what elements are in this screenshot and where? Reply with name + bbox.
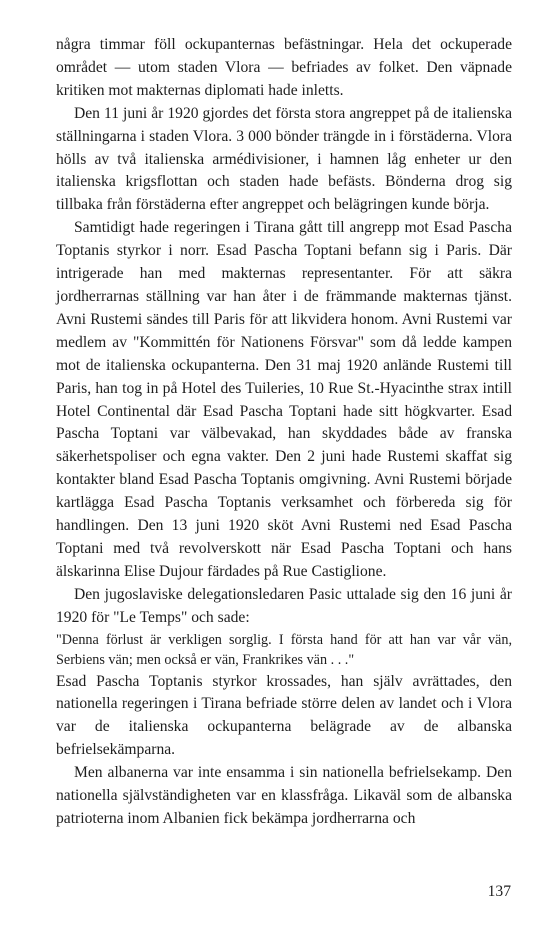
block-quote: "Denna förlust är verkligen sorglig. I första hand för att han var vår vän, Serbiens vän; men också er vän, Frankrikes vän . . ." bbox=[56, 631, 512, 669]
paragraph-vlora-attack: Den 11 juni år 1920 gjordes det första stora angreppet på de italienska ställningarna i staden Vlora. 3 000 bönder trängde in i förstäderna. Vlora hölls av två italienska armédivisioner, i hamnen låg enheter ur den italienska krigsflottan och staden hade befästs. Bönderna drog sig tillbaka från förstäderna efter angreppet och belägringen kunde börja. bbox=[56, 104, 512, 214]
paragraph-continued: några timmar föll ockupanternas befästningar. Hela det ockuperade området — utom staden Vlora — befriades av folket. Den väpnade kritiken mot makternas diplomati hade inletts. bbox=[56, 36, 512, 99]
page-number: 137 bbox=[487, 883, 511, 900]
paragraph-forces-crushed: Esad Pascha Toptanis styrkor krossades, han själv avrättades, den nationella regeringen i Tirana befriade större delen av landet och i Vlora var de italienska ockupanterna belägrade av de albanska befrielsekämparna. bbox=[56, 672, 512, 759]
paragraph-class-question: Men albanerna var inte ensamma i sin nationella befrielsekamp. Den nationella självständigheten var en klassfråga. Likaväl som de albanska patrioterna inom Albanien fick bekämpa jordherrarna och bbox=[56, 764, 512, 827]
paragraph-pasic-statement: Den jugoslaviske delegationsledaren Pasic uttalade sig den 16 juni år 1920 för "Le Temps" och sade: bbox=[56, 585, 512, 626]
book-page bbox=[56, 34, 512, 831]
paragraph-toptani-assassination: Samtidigt hade regeringen i Tirana gått till angrepp mot Esad Pascha Toptanis styrkor i norr. Esad Pascha Toptani befann sig i Paris. Där intrigerade han med makternas representanter. För att säkra jordherrarnas ställning var han åter i de främmande makternas tjänst. Avni Rustemi sändes till Paris för att likvidera honom. Avni Rustemi var medlem av "Kommittén för Nationens Försvar" som då ledde kampen mot de italienska ockupanterna. Den 31 maj 1920 anlände Rustemi till Paris, han tog in på Hotel des Tuileries, 10 Rue St.-Hyacinthe strax intill Hotel Continental där Esad Pascha Toptani hade sitt högkvarter. Esad Pascha Toptani var välbevakad, han skyddades både av franska säkerhetspoliser och egna vakter. Den 2 juni hade Rustemi skaffat sig kontakter bland Esad Pascha Toptanis omgivning. Avni Rustemi började kartlägga Esad Pascha Toptanis verksamhet och förbereda sig för handlingen. Den 13 juni 1920 sköt Avni Rustemi ned Esad Pascha Toptani med två revolverskott när Esad Pascha Toptani och hans älskarinna Elise Dujour färdades på Rue Castiglione. bbox=[56, 219, 512, 580]
